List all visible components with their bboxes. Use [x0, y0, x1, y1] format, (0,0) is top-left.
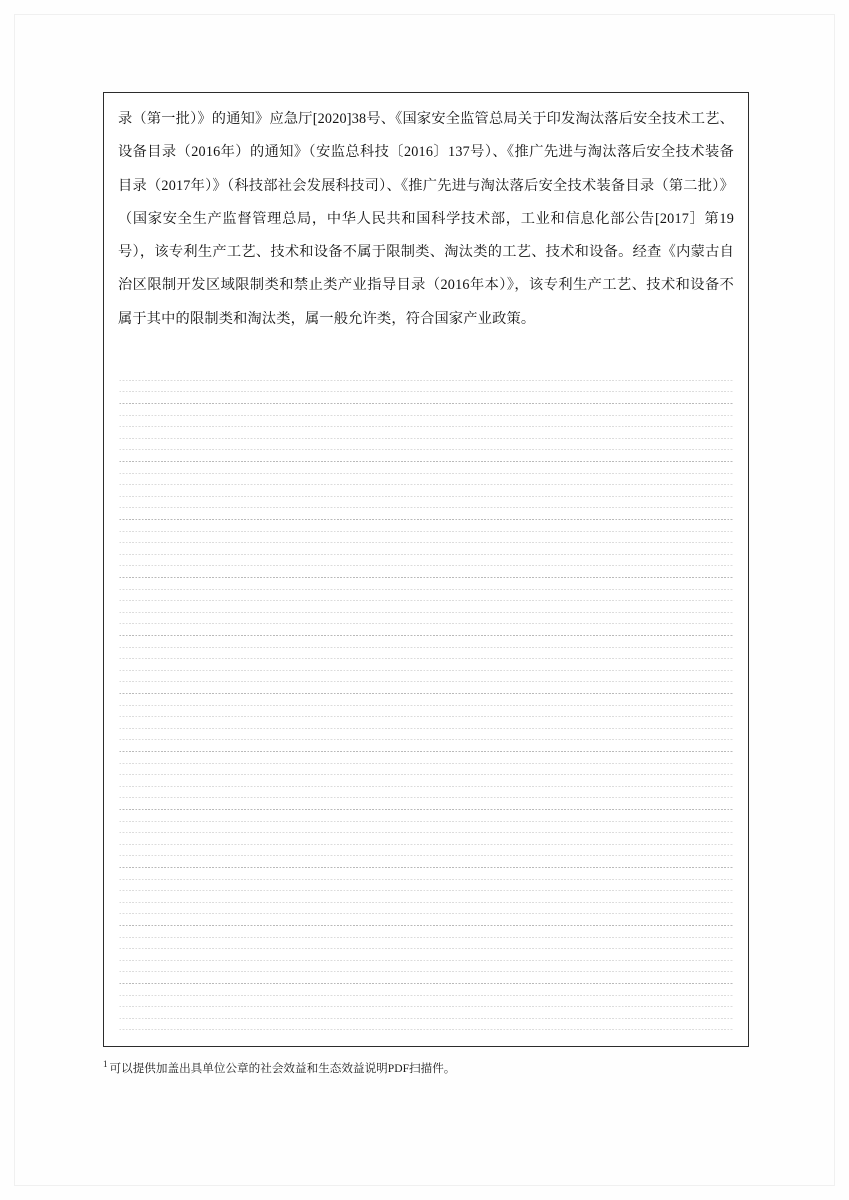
ruled-lines-area — [118, 370, 734, 1038]
footnote — [103, 1056, 803, 1077]
main-paragraph: 录（第一批）》的通知》应急厅[2020]38号、《国家安全监管总局关于印发淘汰落后安全技术工艺、设备目录（2016年）的通知》（安监总科技〔2016〕137号）、《推广先进与淘汰落后安全技术装备目录（2017年）》（科技部社会发展科技司）、《推广先进与淘汰落后安全技术装备目录（第二批）》（国家安全生产监督管理总局，中华人民共和国科学技术部，工业和信息化部公告[2017］第19号），该专利生产工艺、技术和设备不属于限制类、淘汰类的工艺、技术和设备。经查《内蒙古自治区限制开发区域限制类和禁止类产业指导目录（2016年本）》，该专利生产工艺、技术和设备不属于其中的限制类和淘汰类，属一般允许类，符合国家产业政策。 — [118, 111, 734, 327]
footnote-marker: 1 — [103, 1059, 108, 1069]
content-box — [103, 92, 749, 1047]
footnote-text: 可以提供加盖出具单位公章的社会效益和生态效益说明PDF扫描件。 — [109, 1061, 456, 1075]
body-text-block — [104, 93, 748, 336]
